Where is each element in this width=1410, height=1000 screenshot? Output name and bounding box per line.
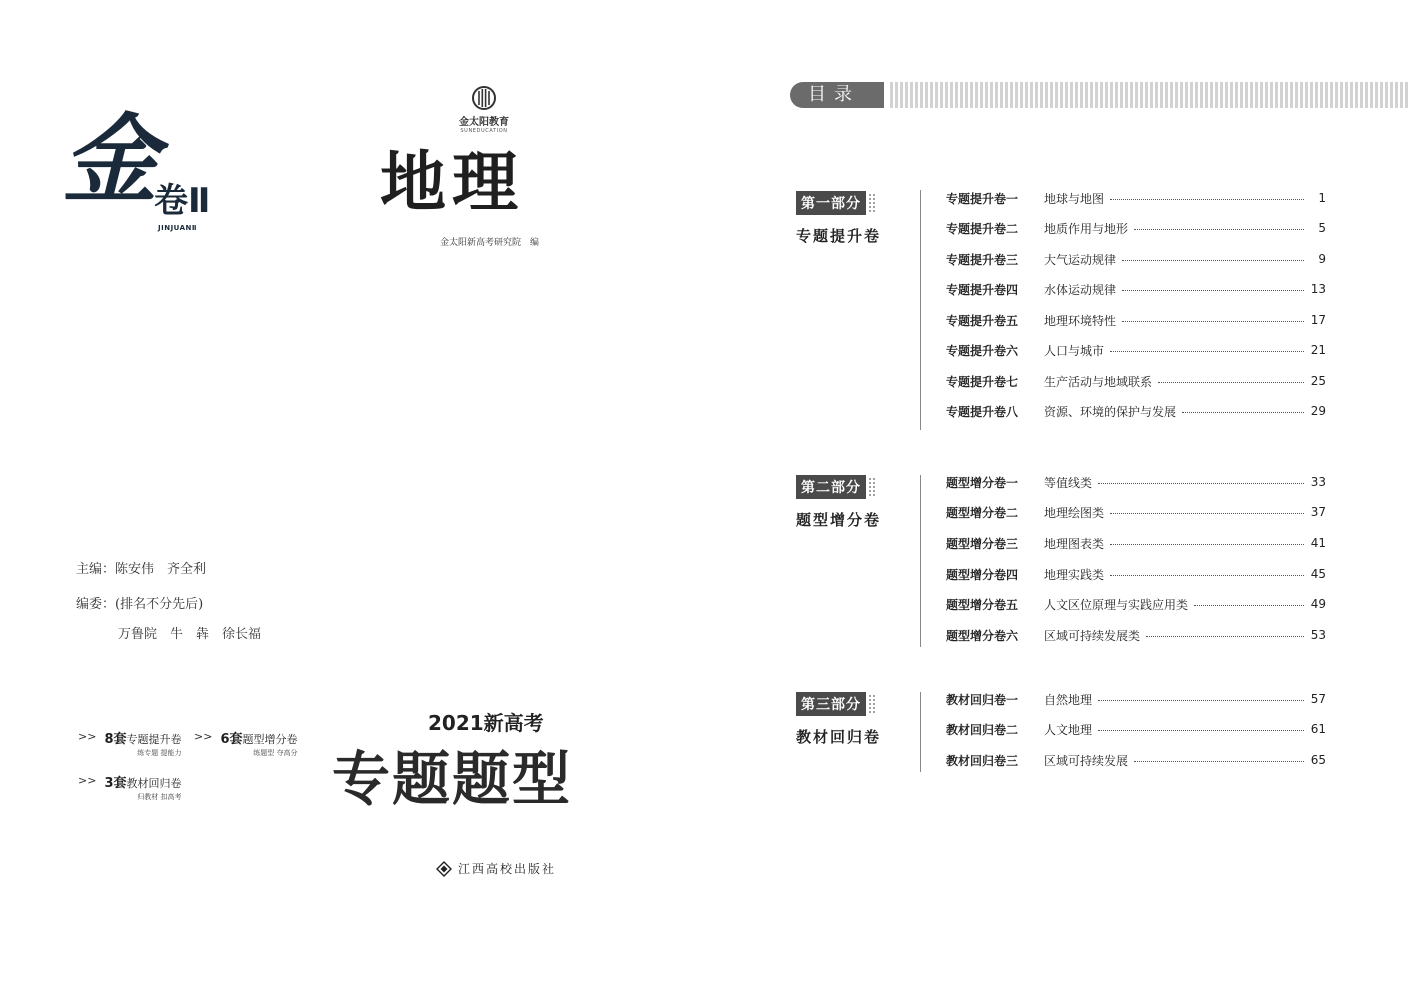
brand-logo (62, 103, 262, 242)
entry-code: 教材回归卷一 (946, 692, 1019, 707)
sun-logo-icon (471, 85, 497, 111)
chevron-right-icon: >> (78, 730, 97, 743)
series-name: 题型增分卷 (242, 733, 298, 746)
entry-code: 专题提升卷二 (946, 221, 1019, 236)
chevron-right-icon: >> (194, 730, 213, 743)
dot-leader (1122, 260, 1304, 261)
series-count: 6套 (220, 732, 243, 747)
dot-leader (1110, 513, 1304, 514)
dot-leader (1110, 544, 1304, 545)
entry-code: 题型增分卷六 (946, 628, 1019, 643)
toc-entry[interactable] (946, 535, 1326, 551)
entry-page: 17 (1310, 313, 1326, 327)
entry-title: 资源、环境的保护与发展 (1044, 404, 1177, 419)
editor-line: 金太阳新高考研究院 编 (440, 238, 540, 248)
dot-pattern-icon (868, 477, 876, 497)
entry-title: 地理绘图类 (1044, 505, 1105, 520)
toc-entry[interactable] (946, 752, 1326, 768)
brand-sub-text: JINJUANⅡ (158, 224, 198, 232)
dot-leader (1158, 382, 1304, 383)
dot-pattern-icon (868, 193, 876, 213)
entry-page: 49 (1310, 597, 1326, 611)
entry-code: 专题提升卷三 (946, 252, 1019, 267)
brand-small-text: 卷Ⅱ (154, 181, 211, 221)
series-item (78, 728, 181, 758)
publisher-logo (452, 85, 516, 135)
dot-leader (1194, 605, 1304, 606)
part-divider (920, 190, 921, 430)
toc-entry[interactable] (946, 596, 1326, 612)
dot-leader (1110, 575, 1304, 576)
part-one (796, 191, 881, 246)
part-badge-label: 第一部分 (796, 191, 866, 215)
entry-code: 专题提升卷四 (946, 282, 1019, 297)
press-name: 江西高校出版社 (458, 862, 557, 876)
toc-entry[interactable] (946, 566, 1326, 582)
year-title: 2021新高考 (428, 711, 544, 735)
toc-entry[interactable] (946, 403, 1326, 419)
dot-leader (1098, 483, 1304, 484)
series-sub: 练专题 提能力 (137, 749, 182, 757)
entry-code: 题型增分卷一 (946, 475, 1019, 490)
toc-title: 目录 (790, 82, 884, 108)
toc-entry[interactable] (946, 342, 1326, 358)
dot-leader (1098, 700, 1304, 701)
dot-leader (1134, 229, 1304, 230)
dot-leader (1134, 761, 1304, 762)
entry-page: 1 (1318, 191, 1326, 205)
entry-page: 41 (1310, 536, 1326, 550)
entry-title: 自然地理 (1044, 692, 1093, 707)
entry-title: 水体运动规律 (1044, 282, 1117, 297)
dot-leader (1182, 412, 1304, 413)
toc-entry[interactable] (946, 251, 1326, 267)
committee-label: 编委：(排名不分先后) (76, 597, 204, 612)
entry-title: 等值线类 (1044, 475, 1093, 490)
series-name: 教材回归卷 (126, 777, 182, 790)
toc-header (790, 82, 1410, 108)
part-title: 专题提升卷 (796, 227, 882, 245)
entry-code: 专题提升卷六 (946, 343, 1019, 358)
entry-code: 专题提升卷七 (946, 374, 1019, 389)
entry-page: 33 (1310, 475, 1326, 489)
entry-title: 人文地理 (1044, 722, 1093, 737)
toc-entry[interactable] (946, 220, 1326, 236)
entry-title: 地理图表类 (1044, 536, 1105, 551)
entry-title: 生产活动与地域联系 (1044, 374, 1153, 389)
part-divider (920, 475, 921, 647)
dot-leader (1110, 351, 1304, 352)
series-item (78, 772, 181, 802)
chief-editor: 主编：陈安伟 齐全利 (76, 562, 207, 577)
dot-pattern-icon (868, 694, 876, 714)
press-emblem-icon (436, 861, 452, 877)
entry-code: 教材回归卷三 (946, 753, 1019, 768)
part-badge (796, 692, 881, 716)
toc-entry[interactable] (946, 721, 1326, 737)
toc-entry[interactable] (946, 190, 1326, 206)
entry-page: 65 (1310, 753, 1326, 767)
subject-title: 地理 (380, 144, 524, 221)
series-list (78, 728, 338, 818)
toc-entry[interactable] (946, 504, 1326, 520)
entry-title: 人文区位原理与实践应用类 (1044, 597, 1189, 612)
series-sub: 归教材 扣高考 (137, 793, 182, 801)
publisher-name: 金太阳教育 (459, 117, 509, 128)
toc-entry[interactable] (946, 691, 1326, 707)
toc-entry[interactable] (946, 312, 1326, 328)
entry-code: 专题提升卷一 (946, 191, 1019, 206)
series-count: 3套 (104, 776, 127, 791)
entry-code: 专题提升卷八 (946, 404, 1019, 419)
series-item (194, 728, 297, 758)
entry-page: 5 (1318, 221, 1326, 235)
entry-page: 45 (1310, 567, 1326, 581)
entry-page: 9 (1318, 252, 1326, 266)
entry-code: 专题提升卷五 (946, 313, 1019, 328)
toc-entry[interactable] (946, 373, 1326, 389)
entry-page: 25 (1310, 374, 1326, 388)
toc-header-pattern (890, 82, 1410, 108)
committee-names: 万鲁院 牛 犇 徐长福 (118, 627, 262, 642)
chevron-right-icon: >> (78, 774, 97, 787)
part-divider (920, 692, 921, 772)
part-badge-label: 第三部分 (796, 692, 866, 716)
series-count: 8套 (104, 732, 127, 747)
entry-page: 57 (1310, 692, 1326, 706)
toc-entry[interactable] (946, 627, 1326, 643)
entry-title: 大气运动规律 (1044, 252, 1117, 267)
entry-title: 地理实践类 (1044, 567, 1105, 582)
dot-leader (1122, 290, 1304, 291)
part-badge (796, 475, 881, 499)
part-badge-label: 第二部分 (796, 475, 866, 499)
brand-big-char: 金 (62, 103, 154, 216)
publisher-en: SUNEDUCATION (460, 128, 508, 134)
part-title: 教材回归卷 (796, 728, 882, 746)
dot-leader (1122, 321, 1304, 322)
series-sub: 练题型 夺高分 (253, 749, 298, 757)
entry-title: 区域可持续发展 (1044, 753, 1129, 768)
entry-page: 53 (1310, 628, 1326, 642)
dot-leader (1110, 199, 1304, 200)
series-name: 专题提升卷 (126, 733, 182, 746)
part-three (796, 692, 881, 747)
big-title: 专题题型 (332, 745, 573, 813)
press (436, 860, 556, 877)
dot-leader (1146, 636, 1304, 637)
entry-title: 区域可持续发展类 (1044, 628, 1141, 643)
entry-page: 21 (1310, 343, 1326, 357)
entry-title: 地理环境特性 (1044, 313, 1117, 328)
toc-entry[interactable] (946, 474, 1326, 490)
entry-page: 61 (1310, 722, 1326, 736)
entry-code: 题型增分卷二 (946, 505, 1019, 520)
entry-page: 29 (1310, 404, 1326, 418)
entry-code: 题型增分卷三 (946, 536, 1019, 551)
dot-leader (1098, 730, 1304, 731)
entry-page: 37 (1310, 505, 1326, 519)
entry-page: 13 (1310, 282, 1326, 296)
entry-title: 地质作用与地形 (1044, 221, 1129, 236)
entry-code: 教材回归卷二 (946, 722, 1019, 737)
entry-title: 地球与地图 (1044, 191, 1105, 206)
entry-title: 人口与城市 (1044, 343, 1105, 358)
part-title: 题型增分卷 (796, 511, 882, 529)
part-badge (796, 191, 881, 215)
part-two (796, 475, 881, 530)
entry-code: 题型增分卷四 (946, 567, 1019, 582)
entry-code: 题型增分卷五 (946, 597, 1019, 612)
toc-entry[interactable] (946, 281, 1326, 297)
